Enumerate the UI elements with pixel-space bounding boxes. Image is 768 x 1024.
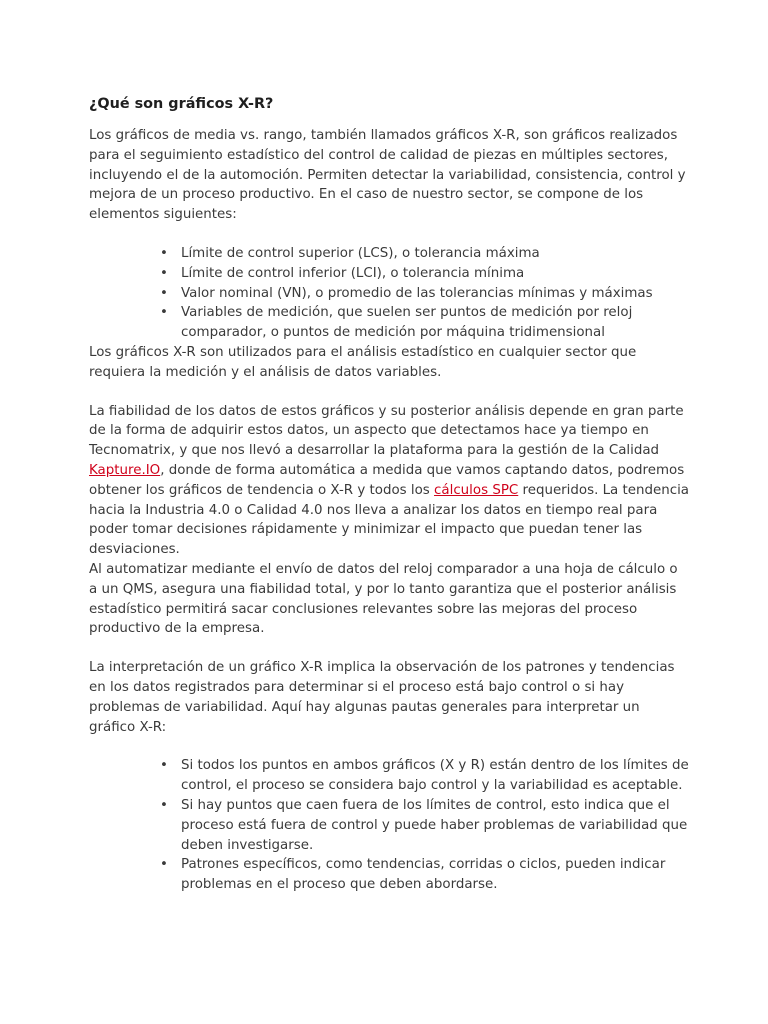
- reliability-text: requeridos. La tendencia hacia la Industria 4.0 o Calidad 4.0 nos lleva a analizar los datos en tiempo real para poder tomar decisiones rápidamente y minimizar el impacto que puedan tener las desviaciones.: [89, 482, 689, 558]
- guidelines-list: [89, 756, 689, 895]
- list-item: • Si hay puntos que caen fuera de los límites de control, esto indica que el proceso está fuera de control y puede haber problemas de variabilidad que deben investigarse.: [181, 796, 689, 855]
- paragraph-spacer: [89, 639, 689, 658]
- automation-paragraph: Al automatizar mediante el envío de datos del reloj comparador a una hoja de cálculo o a un QMS, asegura una fiabilidad total, y por lo tanto garantiza que el posterior análisis estadístico permitirá sacar conclusiones relevantes sobre las mejoras del proceso productivo de la empresa.: [89, 561, 678, 637]
- kapture-io-link[interactable]: Kapture.IO: [89, 462, 161, 478]
- list-item: • Valor nominal (VN), o promedio de las tolerancias mínimas y máximas: [181, 284, 689, 304]
- article-heading: ¿Qué son gráficos X-R?: [89, 96, 274, 112]
- paragraph-spacer: [89, 225, 689, 244]
- usage-paragraph: Los gráficos X-R son utilizados para el análisis estadístico en cualquier sector que requiera la medición y el análisis de datos variables.: [89, 344, 637, 380]
- list-item: • Límite de control inferior (LCI), o tolerancia mínima: [181, 264, 689, 284]
- list-item: • Variables de medición, que suelen ser puntos de medición por reloj comparador, o puntos de medición por máquina tridimensional: [181, 303, 689, 343]
- list-item: • Límite de control superior (LCS), o tolerancia máxima: [181, 244, 689, 264]
- list-item: • Si todos los puntos en ambos gráficos (X y R) están dentro de los límites de control, el proceso se considera bajo control y la variabilidad es aceptable.: [181, 756, 689, 796]
- calculos-spc-link[interactable]: cálculos SPC: [434, 482, 519, 498]
- reliability-text: La fiabilidad de los datos de estos gráficos y su posterior análisis depende en gran parte de la forma de adquirir estos datos, un aspecto que detectamos hace ya tiempo en Tecnomatrix, y que nos llevó a desarrollar la plataforma para la gestión de la Calidad: [89, 403, 684, 459]
- article-body: [89, 94, 689, 895]
- paragraph-spacer: [89, 737, 689, 756]
- interpretation-paragraph: La interpretación de un gráfico X-R implica la observación de los patrones y tendencias en los datos registrados para determinar si el proceso está bajo control o si hay problemas de variabilidad. Aquí hay algunas pautas generales para interpretar un gráfico X-R:: [89, 660, 675, 735]
- intro-paragraph: Los gráficos de media vs. rango, también llamados gráficos X-R, son gráficos realizados para el seguimiento estadístico del control de calidad de piezas en múltiples sectores, incluyendo el de la automoción. Permiten detectar la variabilidad, consistencia, control y mejora de un proceso productivo. En el caso de nuestro sector, se compone de los elementos siguientes:: [89, 128, 686, 223]
- reliability-text: , donde de forma automática a medida que vamos captando datos, podremos obtener los gráficos de tendencia o X-R y todos los: [89, 462, 685, 498]
- paragraph-spacer: [89, 383, 689, 402]
- reliability-paragraph: [89, 402, 689, 560]
- list-item: • Patrones específicos, como tendencias, corridas o ciclos, pueden indicar problemas en el proceso que deben abordarse.: [181, 855, 689, 895]
- elements-list: [89, 244, 689, 343]
